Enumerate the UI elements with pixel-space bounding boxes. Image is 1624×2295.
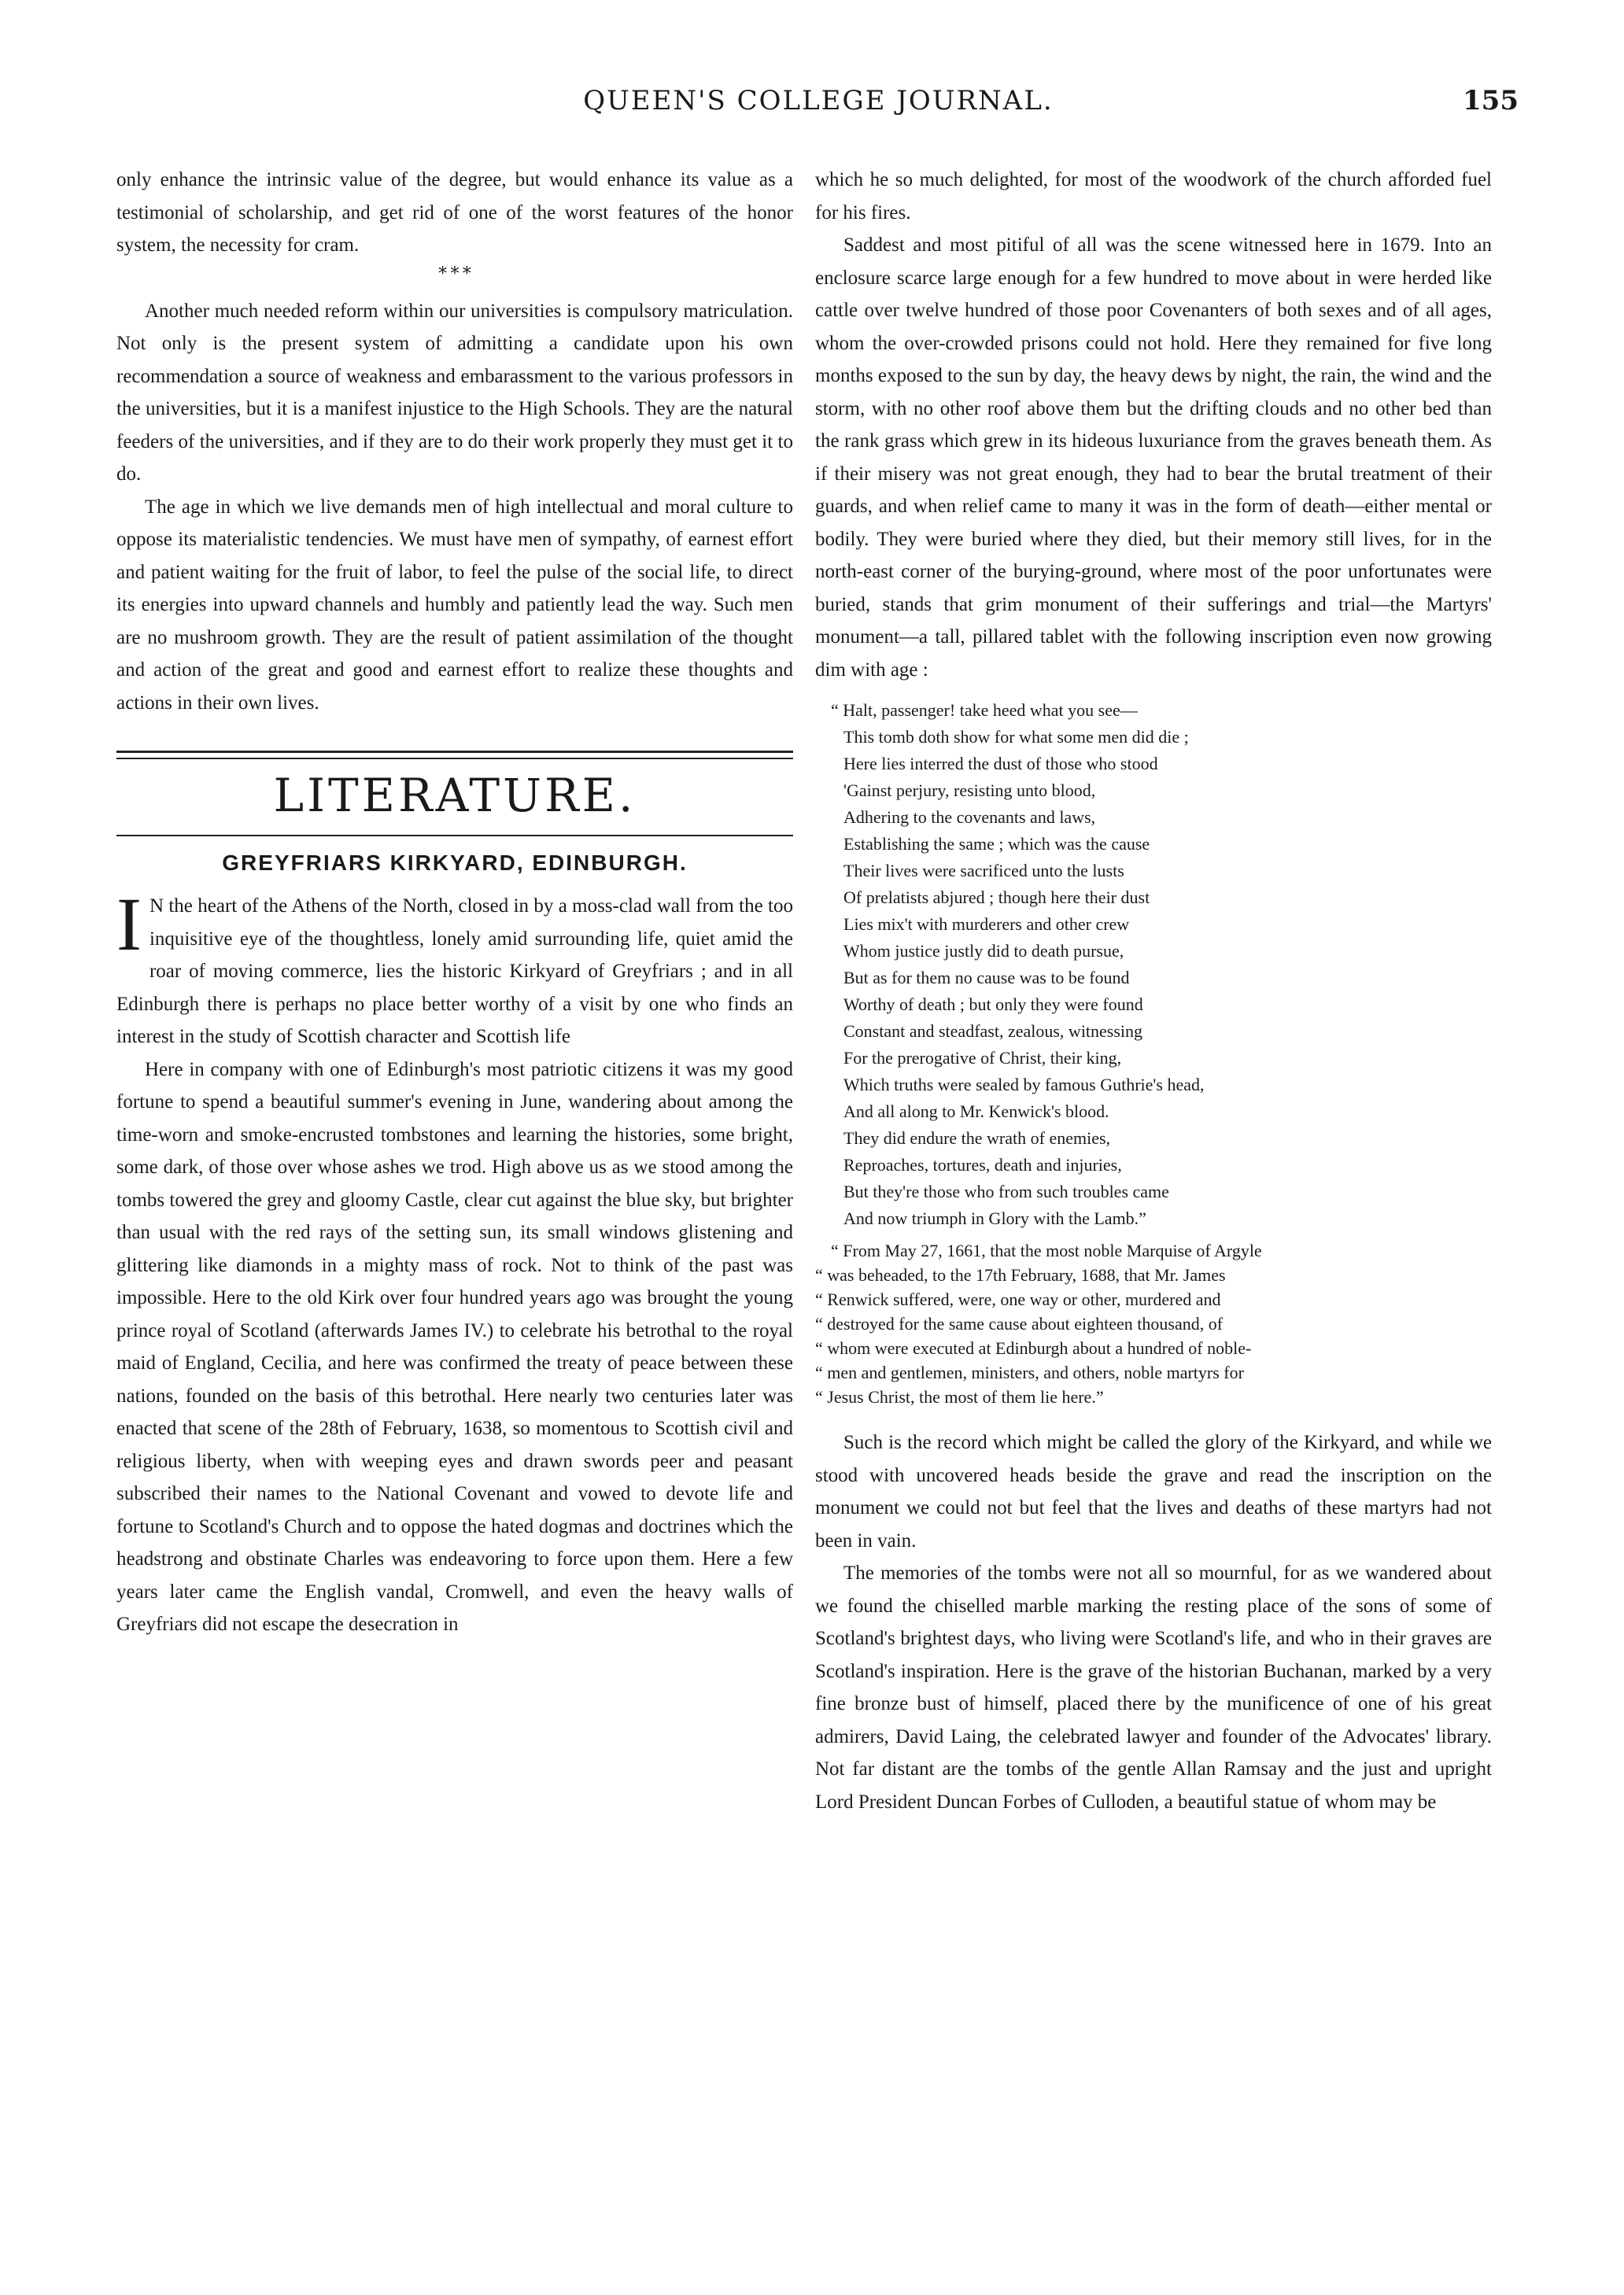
rule-divider — [116, 835, 793, 836]
quote-line: “ Jesus Christ, the most of them lie here.” — [815, 1387, 1104, 1407]
paragraph: Saddest and most pitiful of all was the scene witnessed here in 1679. Into an enclosure scarce large enough for a few hundred to move about in were herded like cattle over twelve hundred of those poor Covenanters of both sexes and of all ages, whom the over-crowded prisons could not hold. Here they remained for five long months exposed to the sun by day, the heavy dews by night, the rain, the wind and the storm, with no other roof above them but the drifting clouds and no other bed than the rank grass which grew in its hideous luxuriance from the graves beneath them. As if their misery was not great enough, they had to bear the brutal treatment of their guards, and when relief came to many it was in the form of death—either mental or bodily. They were buried where they died, but their memory still lives, for in the north-east corner of the burying-ground, where most of the poor unfortunates were buried, stands that grim monument of their sufferings and trial—the Martyrs' monument—a tall, pillared tablet with the following inscription even now growing dim with age : — [815, 234, 1492, 681]
paragraph: Here in company with one of Edinburgh's most patriotic citizens it was my good fortune to spend a beautiful summer's evening in June, wandering about among the time-worn and smoke-encrusted tombstones and learning the histories, some bright, some dark, of those over whose ashes we trod. High above us as we stood among the tombs towered the grey and gloomy Castle, clear cut against the blue sky, but brighter than usual with the red rays of the setting sun, its small windows glistening and glittering like diamonds in a mighty mass of rock. Not to think of the past was impossible. Here to the old Kirk over four hundred years ago was brought the young prince royal of Scotland (afterwards James IV.) to celebrate his betrothal to the royal maid of England, Cecilia, and here was confirmed the treaty of peace between these nations, founded on the basis of this betrothal. Here nearly two centuries later was enacted that scene of the 28th of February, 1638, so momentous to Scottish civil and religious liberty, when with weeping eyes and drawn swords peer and peasant subscribed their names to the National Covenant and vowed to devote life and fortune to Scotland's Church and to oppose the hated dogmas and doctrines which the headstrong and obstinate Charles was endeavoring to force upon them. Here a few years later came the English vandal, Cromwell, and even the heavy walls of Greyfriars did not escape the desecration in — [116, 1058, 793, 1635]
quote-line: “ Renwick suffered, were, one way or other, murdered and — [815, 1290, 1221, 1309]
quote-line: “ whom were executed at Edinburgh about a hundred of noble- — [815, 1338, 1252, 1358]
paragraph: Such is the record which might be called the glory of the Kirkyard, and while we stood with uncovered heads beside the grave and read the inscription on the monument we could not but feel that the lives and deaths of these martyrs had not been in vain. — [815, 1432, 1492, 1552]
drop-cap: I — [116, 882, 142, 966]
poem-line: And now triumph in Glory with the Lamb.” — [843, 1208, 1146, 1228]
poem-line: Their lives were sacrificed unto the lusts — [843, 861, 1124, 880]
poem-line: They did endure the wrath of enemies, — [843, 1128, 1111, 1148]
quote-line: “ destroyed for the same cause about eighteen thousand, of — [815, 1314, 1224, 1334]
quote-line: “ men and gentlemen, ministers, and others, noble martyrs for — [815, 1363, 1244, 1382]
poem-line: 'Gainst perjury, resisting unto blood, — [843, 780, 1096, 800]
quote-line: “ From May 27, 1661, that the most noble Marquise of Argyle — [831, 1241, 1262, 1260]
poem-line: “ Halt, passenger! take heed what you see— — [831, 700, 1138, 720]
poem-line: Whom justice justly did to death pursue, — [843, 941, 1124, 961]
paragraph: The age in which we live demands men of high intellectual and moral culture to oppose its materialistic tendencies. We must have men of sympathy, of earnest effort and patient waiting for the fruit of labor, to feel the pulse of the social life, to direct its energies into upward channels and humbly and patiently lead the way. Such men are no mushroom growth. They are the result of patient assimilation of the thought and action of the great and good and earnest effort to realize these thoughts and actions in their own lives. — [116, 496, 793, 714]
double-rule-divider — [116, 751, 793, 759]
paragraph: only enhance the intrinsic value of the degree, but would enhance its value as a testimonial of scholarship, and get rid of one of the worst features of the honor system, the necessity for cram. — [116, 169, 793, 256]
left-column — [116, 164, 793, 2225]
poem-line: For the prerogative of Christ, their king, — [843, 1048, 1122, 1068]
paragraph-text: N the heart of the Athens of the North, closed in by a moss-clad wall from the too inquisitive eye of the thoughtless, lonely amid surrounding life, quiet amid the roar of moving commerce, lies the historic Kirkyard of Greyfriars ; and in all Edinburgh there is perhaps no place better worthy of a visit by one who finds an interest in the study of Scottish character and Scottish life — [116, 895, 793, 1047]
poem-line: This tomb doth show for what some men did die ; — [843, 727, 1189, 747]
journal-title: QUEEN'S COLLEGE JOURNAL. — [583, 85, 1054, 116]
paragraph: The memories of the tombs were not all so mournful, for as we wandered about we found the chiselled marble marking the resting place of the sons of some of Scotland's brightest days, who living were Scotland's life, and who in their graves are Scotland's inspiration. Here is the grave of the historian Buchanan, marked by a very fine bronze bust of himself, placed there by the munificence of one of his great admirers, David Laing, the celebrated lawyer and founder of the Advocates' library. Not far distant are the tombs of the gentle Allan Ramsay and the just and upright Lord President Duncan Forbes of Culloden, a beautiful statue of whom may be — [815, 1563, 1492, 1813]
quote-line: “ was beheaded, to the 17th February, 1688, that Mr. James — [815, 1265, 1226, 1285]
poem-line: But as for them no cause was to be found — [843, 968, 1130, 987]
poem-line: Here lies interred the dust of those who stood — [843, 754, 1158, 773]
poem-line: But they're those who from such troubles came — [843, 1182, 1169, 1201]
poem-line: Constant and steadfast, zealous, witnessing — [843, 1021, 1143, 1041]
page-number: 155 — [1463, 85, 1519, 116]
section-break-asterisks: * * * — [438, 264, 471, 284]
paragraph: which he so much delighted, for most of the woodwork of the church afforded fuel for his fires. — [815, 169, 1492, 223]
article-title: GREYFRIARS KIRKYARD, EDINBURGH. — [222, 850, 688, 875]
poem-line: Adhering to the covenants and laws, — [843, 807, 1096, 827]
running-head — [118, 85, 1519, 132]
inscription-poem — [815, 697, 1492, 1232]
inscription-quote — [815, 1238, 1492, 1409]
right-column — [815, 164, 1492, 2225]
poem-line: Establishing the same ; which was the cause — [843, 834, 1150, 854]
poem-line: Reproaches, tortures, death and injuries, — [843, 1155, 1122, 1175]
paragraph-opening — [116, 882, 793, 1053]
poem-line: And all along to Mr. Kenwick's blood. — [843, 1101, 1109, 1121]
section-heading: LITERATURE. — [273, 769, 637, 822]
poem-line: Which truths were sealed by famous Guthrie's head, — [843, 1075, 1205, 1094]
poem-line: Of prelatists abjured ; though here their dust — [843, 887, 1150, 907]
paragraph: Another much needed reform within our universities is compulsory matriculation. Not only is the present system of admitting a candidate upon his own recommendation a source of weakness and embarassment to the various professors in the universities, but it is a manifest injustice to the High Schools. They are the natural feeders of the universities, and if they are to do their work properly they must get it to do. — [116, 300, 793, 485]
poem-line: Lies mix't with murderers and other crew — [843, 914, 1130, 934]
poem-line: Worthy of death ; but only they were found — [843, 994, 1143, 1014]
